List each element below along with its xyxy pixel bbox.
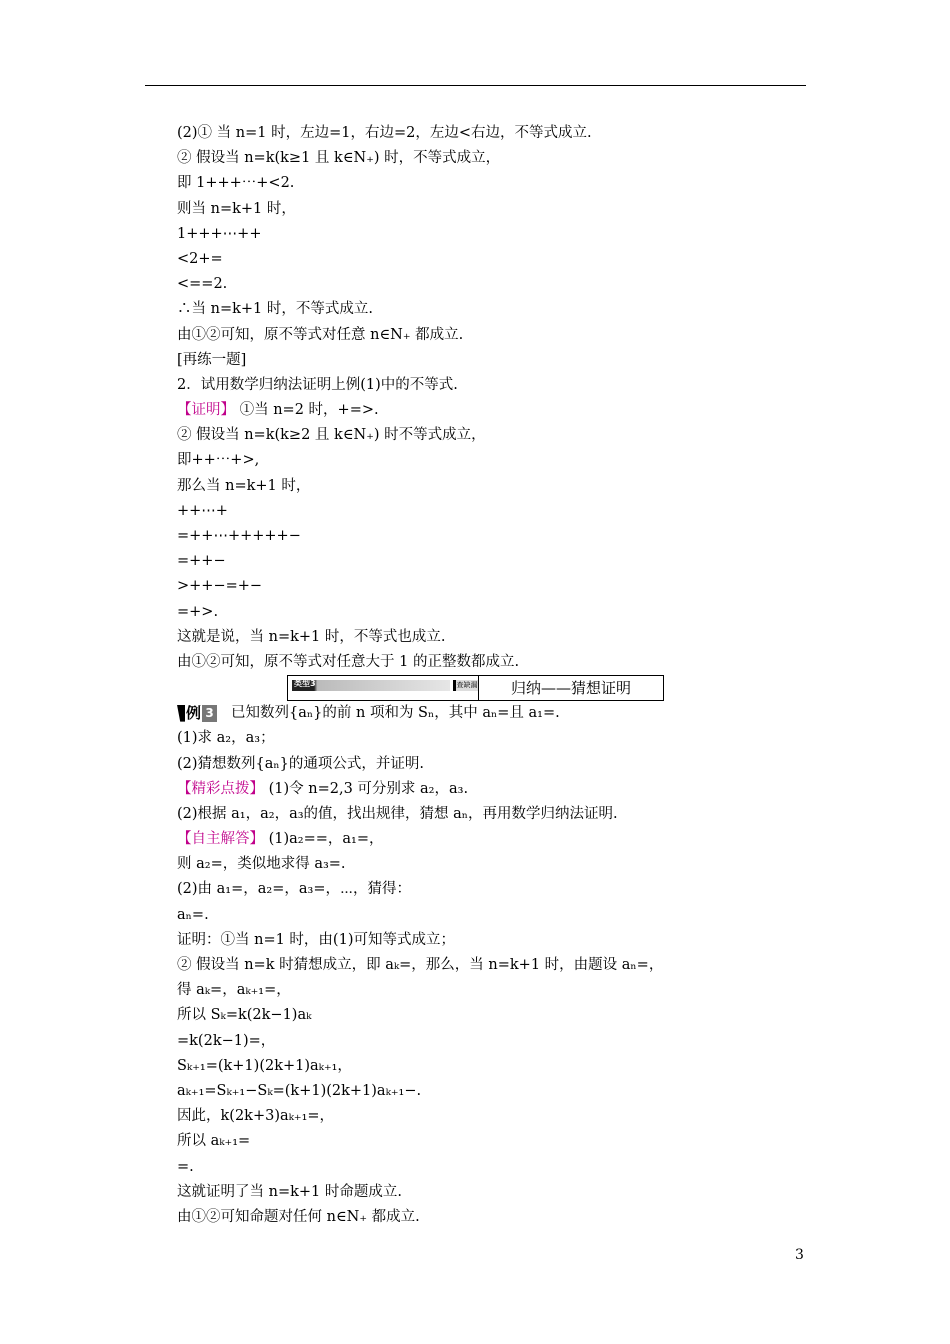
text-line: >++−=+− (177, 578, 263, 595)
example-line (177, 701, 737, 726)
type-banner-left (288, 676, 479, 700)
exercise-heading: 2．试用数学归纳法证明上例(1)中的不等式. (177, 376, 458, 393)
text-line: ∴当 n=k+1 时，不等式成立. (177, 301, 373, 318)
text-line: 由①②可知，原不等式对任意大于 1 的正整数都成立. (177, 653, 520, 670)
text-line: 1+++⋯++ (177, 225, 262, 242)
example-badge-mark (177, 705, 185, 722)
proof-tag: 【证明】 (177, 402, 235, 419)
text-line: 即++⋯+>, (177, 452, 260, 469)
hint-line (177, 777, 737, 802)
example-word: 例 (186, 703, 202, 722)
text-line: 这就是说，当 n=k+1 时，不等式也成立. (177, 628, 446, 645)
text-line: ② 假设当 n=k(k≥1 且 k∈N₊) 时，不等式成立， (177, 150, 501, 167)
section-label: [再练一题] (177, 351, 247, 368)
text-line: 所以 aₖ₊₁= (177, 1133, 251, 1150)
answer-text: (1)a₂==，a₁=， (264, 831, 384, 848)
text-line: 则当 n=k+1 时， (177, 200, 296, 217)
text-line: 所以 Sₖ=k(2k−1)aₖ (177, 1007, 312, 1024)
proof-first-step: ①当 n=2 时，+=>. (235, 402, 379, 419)
example-text: 已知数列{aₙ}的前 n 项和为 Sₙ，其中 aₙ=且 a₁=. (231, 705, 560, 722)
text-line: ② 假设当 n=k(k≥2 且 k∈N₊) 时不等式成立， (177, 427, 486, 444)
hint-tag: 【精彩点拨】 (177, 780, 264, 797)
text-line: =k(2k−1)=， (177, 1032, 276, 1049)
text-line: =++⋯+++++− (177, 528, 301, 544)
text-line: =. (177, 1158, 194, 1175)
text-line: (2)根据 a₁，a₂，a₃的值，找出规律，猜想 aₙ，再用数学归纳法证明. (177, 805, 618, 822)
type-tab: 查缺漏 (453, 680, 478, 691)
text-line: 这就证明了当 n=k+1 时命题成立. (177, 1183, 402, 1200)
text-line: 那么当 n=k+1 时， (177, 477, 311, 494)
text-line: 则 a₂=，类似地求得 a₃=. (177, 856, 346, 873)
text-line: 证明：①当 n=1 时，由(1)可知等式成立； (177, 931, 455, 948)
text-line: =++− (177, 553, 226, 570)
text-line: ② 假设当 n=k 时猜想成立，即 aₖ=，那么，当 n=k+1 时，由题设 aₙ=， (177, 957, 664, 973)
proof-line (177, 398, 737, 423)
text-line: Sₖ₊₁=(k+1)(2k+1)aₖ₊₁， (177, 1057, 352, 1074)
text-line: 因此，k(2k+3)aₖ₊₁=， (177, 1108, 335, 1125)
text-line: (1)求 a₂，a₃； (177, 730, 275, 747)
text-line: 由①②可知命题对任何 n∈N₊ 都成立. (177, 1208, 420, 1225)
text-line: 由①②可知，原不等式对任意 n∈N₊ 都成立. (177, 326, 464, 343)
text-line: 得 aₖ=，aₖ₊₁=， (177, 982, 291, 999)
text-line: =+>. (177, 603, 219, 620)
type-label: 类型3 (294, 679, 316, 689)
text-line: <2+= (177, 250, 223, 267)
example-badge (177, 705, 217, 722)
page-number: 3 (795, 1247, 804, 1263)
example-number: 3 (202, 705, 217, 722)
answer-line (177, 827, 737, 852)
text-line: ++⋯+ (177, 502, 228, 519)
text-line: <==2. (177, 276, 228, 293)
type-title: 归纳——猜想证明 (510, 679, 631, 698)
text-line: (2)由 a₁=，a₂=，a₃=，⋯，猜得： (177, 881, 412, 898)
text-line: aₙ=. (177, 906, 209, 923)
type-banner (287, 675, 664, 701)
answer-tag: 【自主解答】 (177, 831, 264, 848)
page-content (177, 121, 737, 1230)
type-banner-row (177, 675, 737, 701)
text-line: (2)① 当 n=1 时，左边=1，右边=2，左边<右边，不等式成立. (177, 125, 592, 141)
hint-text: (1)令 n=2,3 可分别求 a₂，a₃. (264, 780, 469, 797)
text-line: 即 1+++⋯+<2. (177, 175, 295, 192)
text-line: aₖ₊₁=Sₖ₊₁−Sₖ=(k+1)(2k+1)aₖ₊₁−. (177, 1082, 422, 1099)
header-rule (145, 85, 806, 86)
text-line: (2)猜想数列{aₙ}的通项公式，并证明. (177, 755, 425, 772)
